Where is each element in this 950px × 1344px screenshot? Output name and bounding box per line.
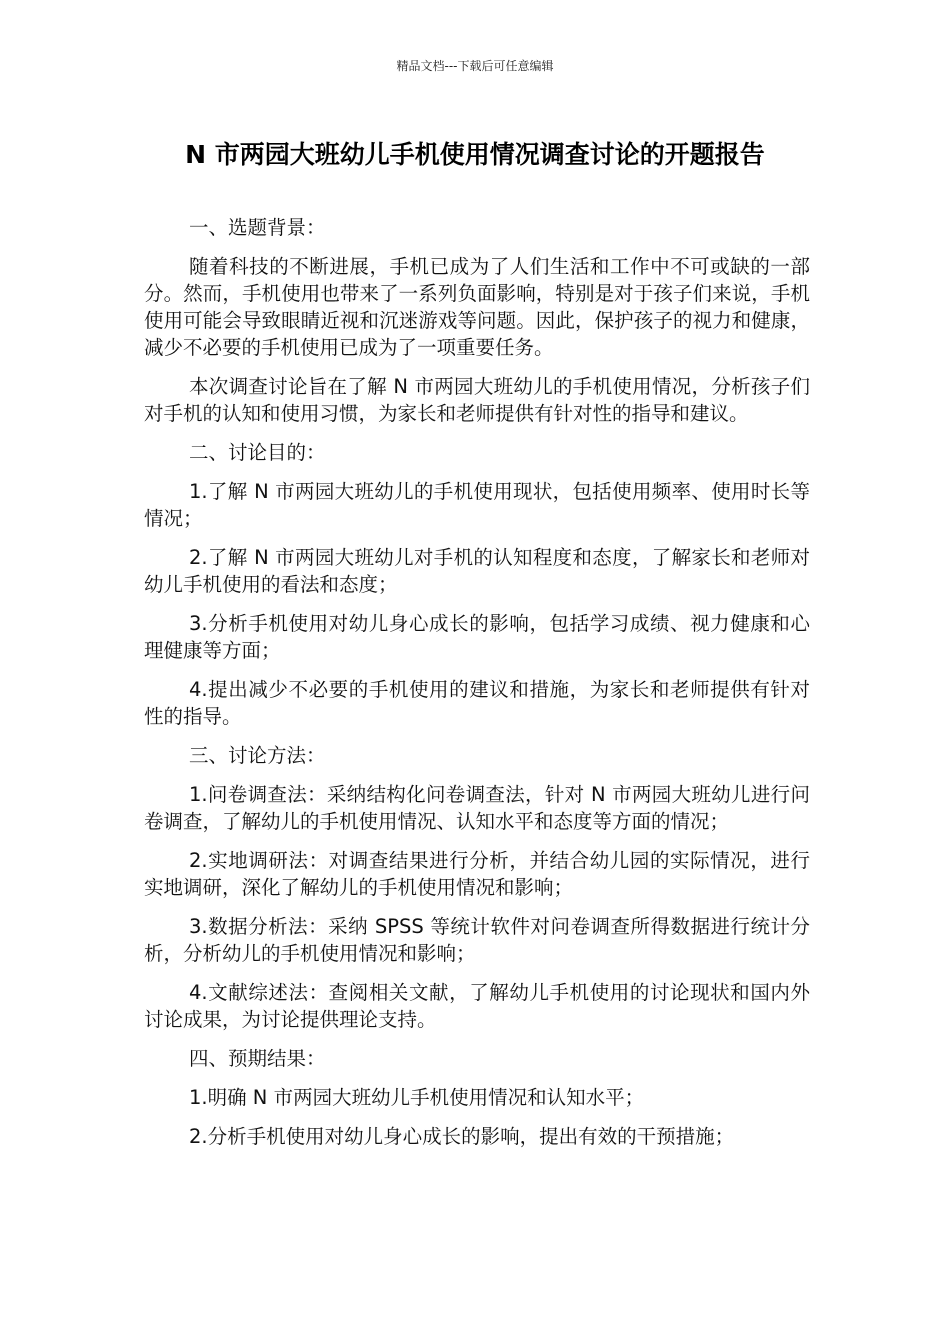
list-item: 1.了解 N 市两园大班幼儿的手机使用现状，包括使用频率、使用时长等情况； bbox=[144, 480, 810, 530]
section-heading-methods: 三、讨论方法： bbox=[189, 744, 326, 767]
section-heading-expected-results: 四、预期结果： bbox=[189, 1047, 326, 1070]
list-item: 1.明确 N 市两园大班幼儿手机使用情况和认知水平； bbox=[189, 1086, 645, 1109]
list-item: 2.了解 N 市两园大班幼儿对手机的认知程度和态度，了解家长和老师对幼儿手机使用的看法和态度； bbox=[144, 546, 810, 596]
list-item: 3.数据分析法：采纳 SPSS 等统计软件对问卷调查所得数据进行统计分析，分析幼儿的手机使用情况和影响； bbox=[144, 915, 810, 965]
paragraph: 随着科技的不断进展，手机已成为了人们生活和工作中不可或缺的一部分。然而，手机使用也带来了一系列负面影响，特别是对于孩子们来说，手机使用可能会导致眼睛近视和沉迷游戏等问题。因此，保护孩子的视力和健康，减少不必要的手机使用已成为了一项重要任务。 bbox=[144, 255, 810, 359]
list-item: 2.实地调研法：对调查结果进行分析，并结合幼儿园的实际情况，进行实地调研，深化了解幼儿的手机使用情况和影响； bbox=[144, 849, 810, 899]
list-item: 1.问卷调查法：采纳结构化问卷调查法，针对 N 市两园大班幼儿进行问卷调查，了解幼儿的手机使用情况、认知水平和态度等方面的情况； bbox=[144, 783, 810, 833]
list-item: 2.分析手机使用对幼儿身心成长的影响，提出有效的干预措施； bbox=[189, 1125, 735, 1148]
list-item: 3.分析手机使用对幼儿身心成长的影响，包括学习成绩、视力健康和心理健康等方面； bbox=[144, 612, 810, 662]
paragraph: 本次调查讨论旨在了解 N 市两园大班幼儿的手机使用情况，分析孩子们对手机的认知和使用习惯，为家长和老师提供有针对性的指导和建议。 bbox=[144, 375, 810, 425]
list-item: 4.文献综述法：查阅相关文献，了解幼儿手机使用的讨论现状和国内外讨论成果，为讨论提供理论支持。 bbox=[144, 981, 810, 1031]
header-note: 精品文档---下载后可任意编辑 bbox=[396, 59, 554, 73]
document-body bbox=[144, 214, 810, 1162]
section-heading-background: 一、选题背景： bbox=[189, 216, 326, 239]
section-heading-purpose: 二、讨论目的： bbox=[189, 441, 326, 464]
list-item: 4.提出减少不必要的手机使用的建议和措施，为家长和老师提供有针对性的指导。 bbox=[144, 678, 810, 728]
document-title: N 市两园大班幼儿手机使用情况调查讨论的开题报告 bbox=[185, 140, 765, 169]
